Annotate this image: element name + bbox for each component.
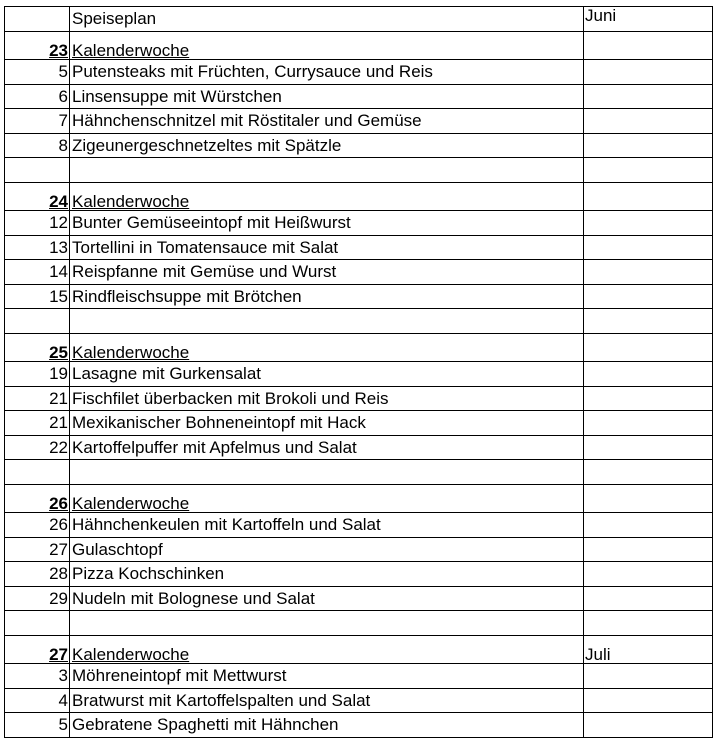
day-number[interactable]: 14 [5, 260, 70, 285]
menu-row [5, 562, 713, 587]
dish-name[interactable]: Reispfanne mit Gemüse und Wurst [70, 260, 584, 285]
week-row [5, 333, 713, 362]
day-number[interactable]: 15 [5, 284, 70, 309]
menu-row [5, 386, 713, 411]
day-number[interactable]: 22 [5, 435, 70, 460]
spacer-row [5, 611, 713, 636]
week-row [5, 182, 713, 211]
empty-cell[interactable] [70, 611, 584, 636]
empty-cell[interactable] [584, 260, 713, 285]
menu-row [5, 664, 713, 689]
week-number-text: 24 [49, 192, 68, 211]
day-number[interactable]: 5 [5, 60, 70, 85]
empty-cell[interactable] [584, 586, 713, 611]
day-number[interactable]: 12 [5, 211, 70, 236]
month-cell[interactable]: Juli [584, 635, 713, 664]
menu-row [5, 586, 713, 611]
dish-name[interactable]: Zigeunergeschnetzeltes mit Spätzle [70, 133, 584, 158]
empty-cell[interactable] [584, 84, 713, 109]
empty-cell[interactable] [70, 460, 584, 485]
week-number-text: 26 [49, 494, 68, 513]
dish-name[interactable]: Nudeln mit Bolognese und Salat [70, 586, 584, 611]
day-number[interactable]: 6 [5, 84, 70, 109]
day-number[interactable]: 26 [5, 513, 70, 538]
dish-name[interactable]: Fischfilet überbacken mit Brokoli und Reis [70, 386, 584, 411]
empty-cell[interactable] [584, 211, 713, 236]
dish-name[interactable]: Rindfleischsuppe mit Brötchen [70, 284, 584, 309]
week-number-text: 27 [49, 645, 68, 664]
week-label-text: Kalenderwoche [72, 645, 190, 664]
week-label-text: Kalenderwoche [72, 343, 190, 362]
dish-name[interactable]: Kartoffelpuffer mit Apfelmus und Salat [70, 435, 584, 460]
dish-name[interactable]: Putensteaks mit Früchten, Currysauce und Reis [70, 60, 584, 85]
menu-row [5, 133, 713, 158]
week-label[interactable] [70, 333, 584, 362]
dish-name[interactable]: Hähnchenkeulen mit Kartoffeln und Salat [70, 513, 584, 538]
dish-name[interactable]: Tortellini in Tomatensauce mit Salat [70, 235, 584, 260]
menu-row [5, 688, 713, 713]
menu-row [5, 362, 713, 387]
menu-row [5, 411, 713, 436]
menu-row [5, 513, 713, 538]
empty-cell[interactable] [5, 158, 70, 183]
week-number[interactable] [5, 635, 70, 664]
day-number[interactable]: 3 [5, 664, 70, 689]
day-number[interactable]: 8 [5, 133, 70, 158]
empty-cell[interactable] [5, 611, 70, 636]
menu-row [5, 284, 713, 309]
day-number[interactable]: 21 [5, 411, 70, 436]
empty-cell[interactable] [584, 562, 713, 587]
menu-row [5, 235, 713, 260]
sheet-title[interactable]: Speiseplan [70, 7, 584, 32]
dish-name[interactable]: Lasagne mit Gurkensalat [70, 362, 584, 387]
empty-cell[interactable] [584, 513, 713, 538]
empty-cell[interactable] [70, 309, 584, 334]
empty-cell[interactable] [584, 362, 713, 387]
spacer-row [5, 309, 713, 334]
dish-name[interactable]: Mexikanischer Bohneneintopf mit Hack [70, 411, 584, 436]
week-label[interactable] [70, 484, 584, 513]
week-label[interactable] [70, 31, 584, 60]
menu-row [5, 537, 713, 562]
week-row [5, 635, 713, 664]
week-number[interactable] [5, 31, 70, 60]
empty-cell[interactable] [70, 158, 584, 183]
day-number[interactable]: 7 [5, 109, 70, 134]
menu-row [5, 109, 713, 134]
empty-cell[interactable] [584, 611, 713, 636]
empty-cell[interactable] [584, 309, 713, 334]
menu-row [5, 60, 713, 85]
menu-row [5, 260, 713, 285]
day-number[interactable]: 29 [5, 586, 70, 611]
header-row [5, 7, 713, 32]
menu-row [5, 713, 713, 738]
menu-row [5, 435, 713, 460]
empty-cell[interactable] [584, 158, 713, 183]
day-number[interactable]: 21 [5, 386, 70, 411]
week-label-text: Kalenderwoche [72, 41, 190, 60]
spacer-row [5, 460, 713, 485]
menu-row [5, 84, 713, 109]
empty-cell[interactable] [584, 235, 713, 260]
month-cell[interactable] [584, 31, 713, 60]
day-number[interactable]: 19 [5, 362, 70, 387]
week-label[interactable] [70, 635, 584, 664]
header-num-cell[interactable] [5, 7, 70, 32]
dish-name[interactable]: Linsensuppe mit Würstchen [70, 84, 584, 109]
empty-cell[interactable] [584, 664, 713, 689]
empty-cell[interactable] [584, 133, 713, 158]
dish-name[interactable]: Pizza Kochschinken [70, 562, 584, 587]
empty-cell[interactable] [584, 435, 713, 460]
week-label-text: Kalenderwoche [72, 494, 190, 513]
empty-cell[interactable] [584, 109, 713, 134]
spacer-row [5, 158, 713, 183]
day-number[interactable]: 13 [5, 235, 70, 260]
empty-cell[interactable] [584, 537, 713, 562]
dish-name[interactable]: Bunter Gemüseeintopf mit Heißwurst [70, 211, 584, 236]
week-number[interactable] [5, 333, 70, 362]
week-number-text: 25 [49, 343, 68, 362]
month-cell[interactable]: Juni [584, 7, 713, 32]
menu-sheet [4, 6, 713, 738]
dish-name[interactable]: Gulaschtopf [70, 537, 584, 562]
week-number[interactable] [5, 182, 70, 211]
week-number-text: 23 [49, 41, 68, 60]
dish-name[interactable]: Hähnchenschnitzel mit Röstitaler und Gemüse [70, 109, 584, 134]
empty-cell[interactable] [5, 309, 70, 334]
empty-cell[interactable] [584, 284, 713, 309]
empty-cell[interactable] [584, 411, 713, 436]
week-row [5, 484, 713, 513]
day-number[interactable]: 5 [5, 713, 70, 738]
month-cell[interactable] [584, 182, 713, 211]
empty-cell[interactable] [584, 460, 713, 485]
week-row [5, 31, 713, 60]
month-cell[interactable] [584, 484, 713, 513]
month-cell[interactable] [584, 333, 713, 362]
dish-name[interactable]: Gebratene Spaghetti mit Hähnchen [70, 713, 584, 738]
empty-cell[interactable] [584, 713, 713, 738]
week-label-text: Kalenderwoche [72, 192, 190, 211]
dish-name[interactable]: Möhreneintopf mit Mettwurst [70, 664, 584, 689]
week-number[interactable] [5, 484, 70, 513]
empty-cell[interactable] [584, 386, 713, 411]
menu-row [5, 211, 713, 236]
day-number[interactable]: 27 [5, 537, 70, 562]
empty-cell[interactable] [5, 460, 70, 485]
week-label[interactable] [70, 182, 584, 211]
empty-cell[interactable] [584, 60, 713, 85]
day-number[interactable]: 4 [5, 688, 70, 713]
dish-name[interactable]: Bratwurst mit Kartoffelspalten und Salat [70, 688, 584, 713]
empty-cell[interactable] [584, 688, 713, 713]
day-number[interactable]: 28 [5, 562, 70, 587]
